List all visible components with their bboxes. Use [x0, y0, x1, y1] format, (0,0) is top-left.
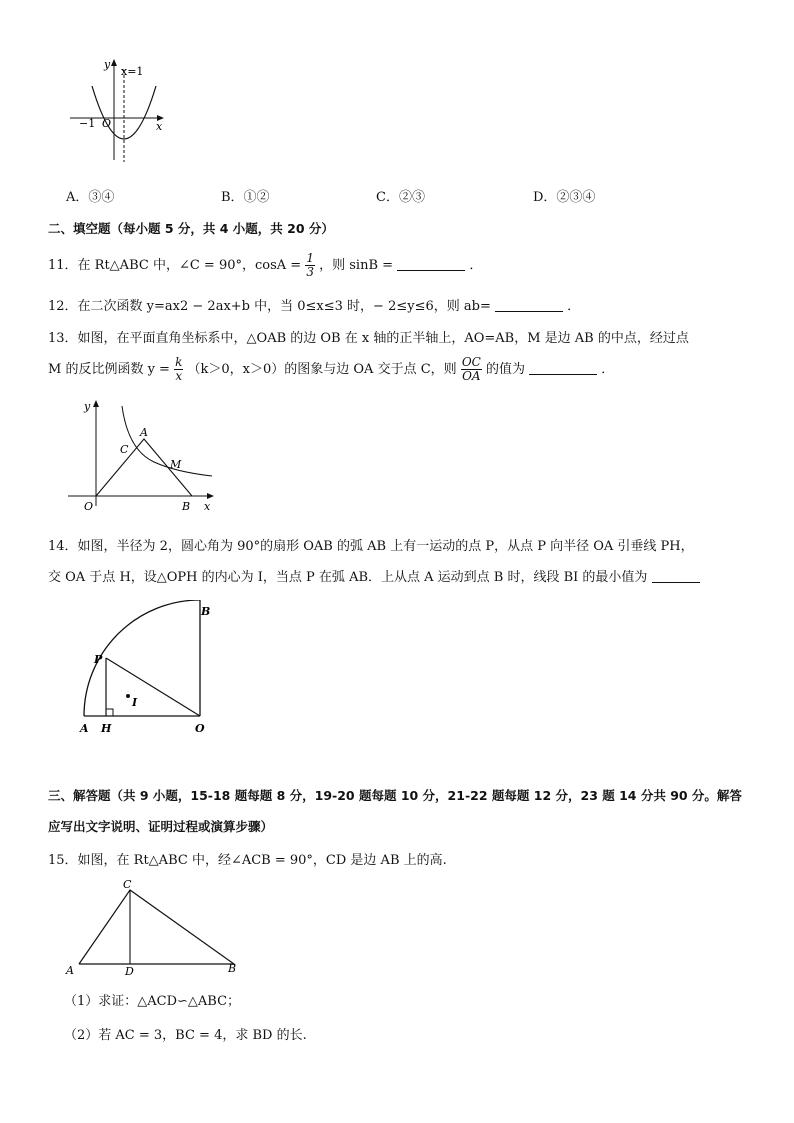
question-13-line2: [48, 356, 614, 383]
fig13-y-label: y: [84, 400, 91, 413]
question-14-line1: 14．如图，半径为 2，圆心角为 90°的扇形 OAB 的弧 AB 上有一运动的点 P，从点 P 向半径 OA 引垂线 PH，: [48, 539, 694, 554]
fig14-b-label: B: [201, 605, 211, 618]
fig13-y-arrow: [93, 400, 99, 407]
section2-heading: 二、填空题（每小题 5 分，共 4 小题，共 20 分）: [48, 221, 334, 236]
graph-line-label: x=1: [121, 65, 144, 78]
q11-text-post: ，则 sinB =: [319, 258, 394, 273]
fig14-h-label: H: [101, 722, 112, 735]
q13-end: ．: [601, 362, 615, 377]
q11-text: 11．在 Rt△ABC 中，∠C = 90°，cosA =: [48, 258, 302, 273]
graph-x-label: x: [156, 120, 163, 133]
q12-text: 12．在二次函数 y=ax2 − 2ax+b 中，当 0≤x≤3 时，− 2≤y≤6，则 ab=: [48, 299, 491, 314]
question-15: 15．如图，在 Rt△ABC 中，经∠ACB = 90°，CD 是边 AB 上的高.: [48, 853, 447, 868]
question-11: [48, 252, 482, 279]
fig14-right-angle-mark: [106, 709, 113, 716]
option-d[interactable]: D．②③④: [533, 190, 596, 205]
q14-line2-text: 交 OA 于点 H，设△OPH 的内心为 I，当点 P 在弧 AB．上从点 A 运动到点 B 时，线段 BI 的最小值为: [48, 570, 648, 585]
q11-end: ．: [469, 258, 483, 273]
fig13-x-label: x: [204, 500, 211, 513]
y-axis-arrow: [111, 59, 117, 66]
q14-answer-blank[interactable]: [652, 570, 700, 583]
fig15-d-label: D: [125, 965, 134, 978]
q13-text-mid: （k＞0，x＞0）的图象与边 OA 交于点 C，则: [187, 362, 457, 377]
option-a[interactable]: A．③④: [66, 190, 115, 205]
question-14-line2: [48, 566, 700, 585]
q11-fraction-den: 3: [306, 265, 314, 279]
parabola-graph: [64, 56, 174, 168]
q15-figure: [62, 876, 242, 978]
q11-fraction: [305, 252, 315, 279]
option-b[interactable]: B．①②: [221, 190, 270, 205]
fig13-x-arrow: [207, 493, 214, 499]
fig13-m-label: M: [170, 458, 182, 471]
q13-k: k: [175, 355, 183, 369]
q13-text-post: 的值为: [485, 362, 525, 377]
q13-oc: OC: [461, 355, 481, 369]
fig14-segment-po: [106, 658, 200, 716]
q13-oa: OA: [462, 369, 481, 383]
fig13-a-label: A: [140, 426, 148, 439]
fig14-a-label: A: [80, 722, 89, 735]
q13-x: x: [175, 369, 183, 383]
q13-answer-blank[interactable]: [529, 362, 597, 375]
fig13-b-label: B: [182, 500, 191, 513]
q11-fraction-num: 1: [306, 251, 314, 265]
fig14-i-label: I: [132, 696, 138, 709]
fig15-triangle: [79, 890, 234, 964]
fig14-o-label: O: [195, 722, 205, 735]
q13-fraction-oc-oa: [461, 356, 482, 383]
q15-part2: （2）若 AC = 3，BC = 4，求 BD 的长.: [64, 1028, 307, 1043]
question-13-line1: 13．如图，在平面直角坐标系中，△OAB 的边 OB 在 x 轴的正半轴上，AO=AB，M 是边 AB 的中点，经过点: [48, 331, 689, 346]
q13-text-pre: M 的反比例函数 y =: [48, 362, 170, 377]
section3-heading-line2: 应写出文字说明、证明过程或演算步骤）: [48, 819, 274, 834]
graph-minus1-label: −1: [79, 117, 96, 130]
fig14-p-label: P: [94, 653, 103, 666]
fig13-c-label: C: [120, 443, 129, 456]
fig15-a-label: A: [66, 964, 74, 977]
q13-fraction-kx: [174, 356, 183, 383]
graph-origin-label: O: [102, 117, 112, 130]
graph-y-label: y: [104, 58, 111, 71]
fig13-o-label: O: [84, 500, 94, 513]
q12-answer-blank[interactable]: [495, 299, 563, 312]
q13-figure: [64, 396, 224, 516]
q14-figure: [72, 600, 222, 740]
option-c[interactable]: C．②③: [376, 190, 425, 205]
question-12: [48, 295, 580, 314]
q11-answer-blank[interactable]: [397, 258, 465, 271]
fig15-c-label: C: [123, 878, 132, 891]
q12-end: ．: [567, 299, 581, 314]
section3-heading-line1: 三、解答题（共 9 小题，15-18 题每题 8 分，19-20 题每题 10 分，21-22 题每题 12 分，23 题 14 分共 90 分。解答: [48, 788, 742, 803]
fig15-b-label: B: [228, 962, 237, 975]
fig14-incenter-dot: [126, 694, 130, 698]
q15-part1: （1）求证：△ACD∽△ABC；: [64, 994, 241, 1009]
